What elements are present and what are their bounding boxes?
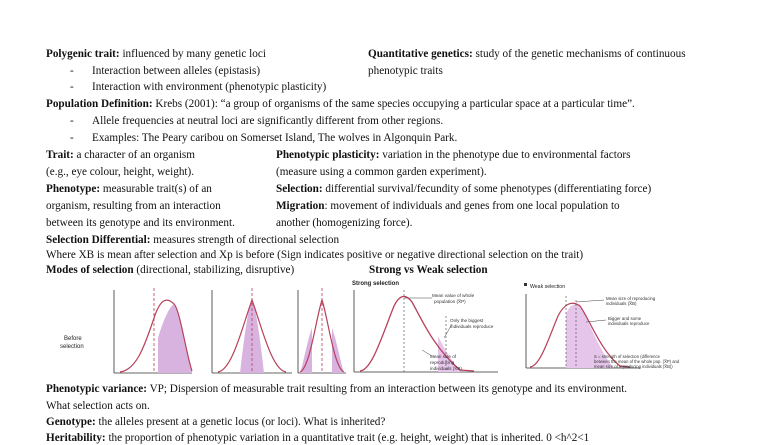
quantitative-def-line2: phenotypic traits [368,65,443,77]
bullet-dash: - [70,132,74,144]
phenotype-term: Phenotype: [46,183,101,195]
population-term: Population Definition: [46,98,153,110]
selection-definition [276,182,651,196]
polygenic-def: influenced by many genetic loci [119,48,266,60]
weak-note-1: Mean size of reproducing [606,296,656,301]
strong-selection-figure [348,276,518,378]
plasticity-term: Phenotypic plasticity: [276,149,380,161]
polygenic-term: Polygenic trait: [46,48,120,60]
before-label-1: Before [64,336,82,342]
genotype-def: the alleles present at a genetic locus (or loci). What is inherited? [95,416,386,428]
phenotype-def: measurable trait(s) of an [100,183,212,195]
trait-definition [46,148,195,162]
quantitative-definition [368,47,686,61]
phenotype-line2: organism, resulting from an interaction [46,200,221,212]
trait-line2: (e.g., eye colour, height, weight). [46,166,195,178]
plasticity-def: variation in the phenotype due to environmental factors [379,149,631,161]
trait-def: a character of an organism [73,149,195,161]
population-definition [46,97,635,111]
bullet-dash: - [70,115,74,127]
modes-def: (directional, stabilizing, disruptive) [133,264,295,276]
weak-note-5: S = strength of selection (difference [594,354,660,359]
migration-def: : movement of individuals and genes from one local population to [324,200,620,212]
differential-def: measures strength of directional selection [150,234,340,246]
phenotype-line3: between its genotype and its environment. [46,217,235,229]
strong-note-5: Mean size of [430,354,457,359]
variance-term: Phenotypic variance: [46,383,147,395]
variance-definition [46,382,627,396]
quantitative-def: study of the genetic mechanisms of continuous [472,48,686,60]
migration-term: Migration [276,200,325,212]
differential-term: Selection Differential: [46,234,151,246]
strong-note-1: Mean value of whole [432,293,475,298]
directional-panel [114,288,192,373]
population-bullet-2: Examples: The Peary caribou on Somerset Island, The wolves in Algonquin Park. [92,132,458,144]
phenotype-definition [46,182,212,196]
weak-selection-figure [520,280,720,376]
strong-note-2: population (X̅P) [434,299,466,304]
plasticity-definition [276,148,631,162]
weak-note-4: individuals reproduce [608,321,650,326]
strong-note-6: reproducing [430,360,455,365]
modes-heading [46,263,294,277]
strong-note-7: individuals (X̅B) [430,366,462,371]
plasticity-line2: (measure using a common garden experiment). [276,166,487,178]
variance-line2: What selection acts on. [46,400,150,412]
heritability-term: Heritability: [46,432,106,444]
strong-note-3: Only the biggest [450,318,484,323]
polygenic-definition [46,47,266,61]
population-bullet-1: Allele frequencies at neutral loci are significantly different from other regions. [92,115,444,127]
migration-line2: another (homogenizing force). [276,217,413,229]
variance-def: VP; Dispersion of measurable trait resulting from an interaction between its genotype and its environment. [146,383,628,395]
differential-line2: Where XB is mean after selection and Xp is before (Sign indicates positive or negative directional selection on the trait) [46,249,584,261]
differential-definition [46,233,339,247]
migration-definition [276,199,620,213]
bullet-dash: - [70,81,74,93]
polygenic-bullet-1: Interaction between alleles (epistasis) [92,65,261,77]
polygenic-bullet-2: Interaction with environment (phenotypic plasticity) [92,81,327,93]
genotype-term: Genotype: [46,416,96,428]
heritability-def: the proportion of phenotypic variation in a quantitative trait (e.g. height, weight) that is inherited. 0 <h^2<1 [105,432,590,444]
modes-of-selection-figure [46,278,346,378]
quantitative-term: Quantitative genetics: [368,48,473,60]
weak-note-2: individuals (X̅B) [606,301,637,306]
modes-term: Modes of selection [46,264,134,276]
weak-note-7: mean size of reproducing individuals (X̅B)) [594,364,673,369]
population-def: Krebs (2001): “a group of organisms of the same species occupying a particular space at a particular time”. [152,98,635,110]
heritability-definition [46,431,589,445]
strong-weak-heading: Strong vs Weak selection [369,264,488,276]
trait-term: Trait: [46,149,74,161]
weak-note-6: between the mean of the whole pop. (X̅P) and [594,359,680,364]
selection-def: differential survival/fecundity of some phenotypes (differentiating force) [322,183,652,195]
bullet-dash: - [70,65,74,77]
strong-note-4: individuals reproduce [450,324,494,329]
weak-selection-title: Weak selection [530,284,566,290]
selection-term: Selection: [276,183,323,195]
genotype-definition [46,415,385,429]
weak-note-3: Bigger and some [608,316,642,321]
before-label-2: selection [60,344,84,350]
stabilizing-panel [212,288,292,373]
strong-selection-title: Strong selection [352,281,400,287]
disruptive-panel [298,288,346,373]
